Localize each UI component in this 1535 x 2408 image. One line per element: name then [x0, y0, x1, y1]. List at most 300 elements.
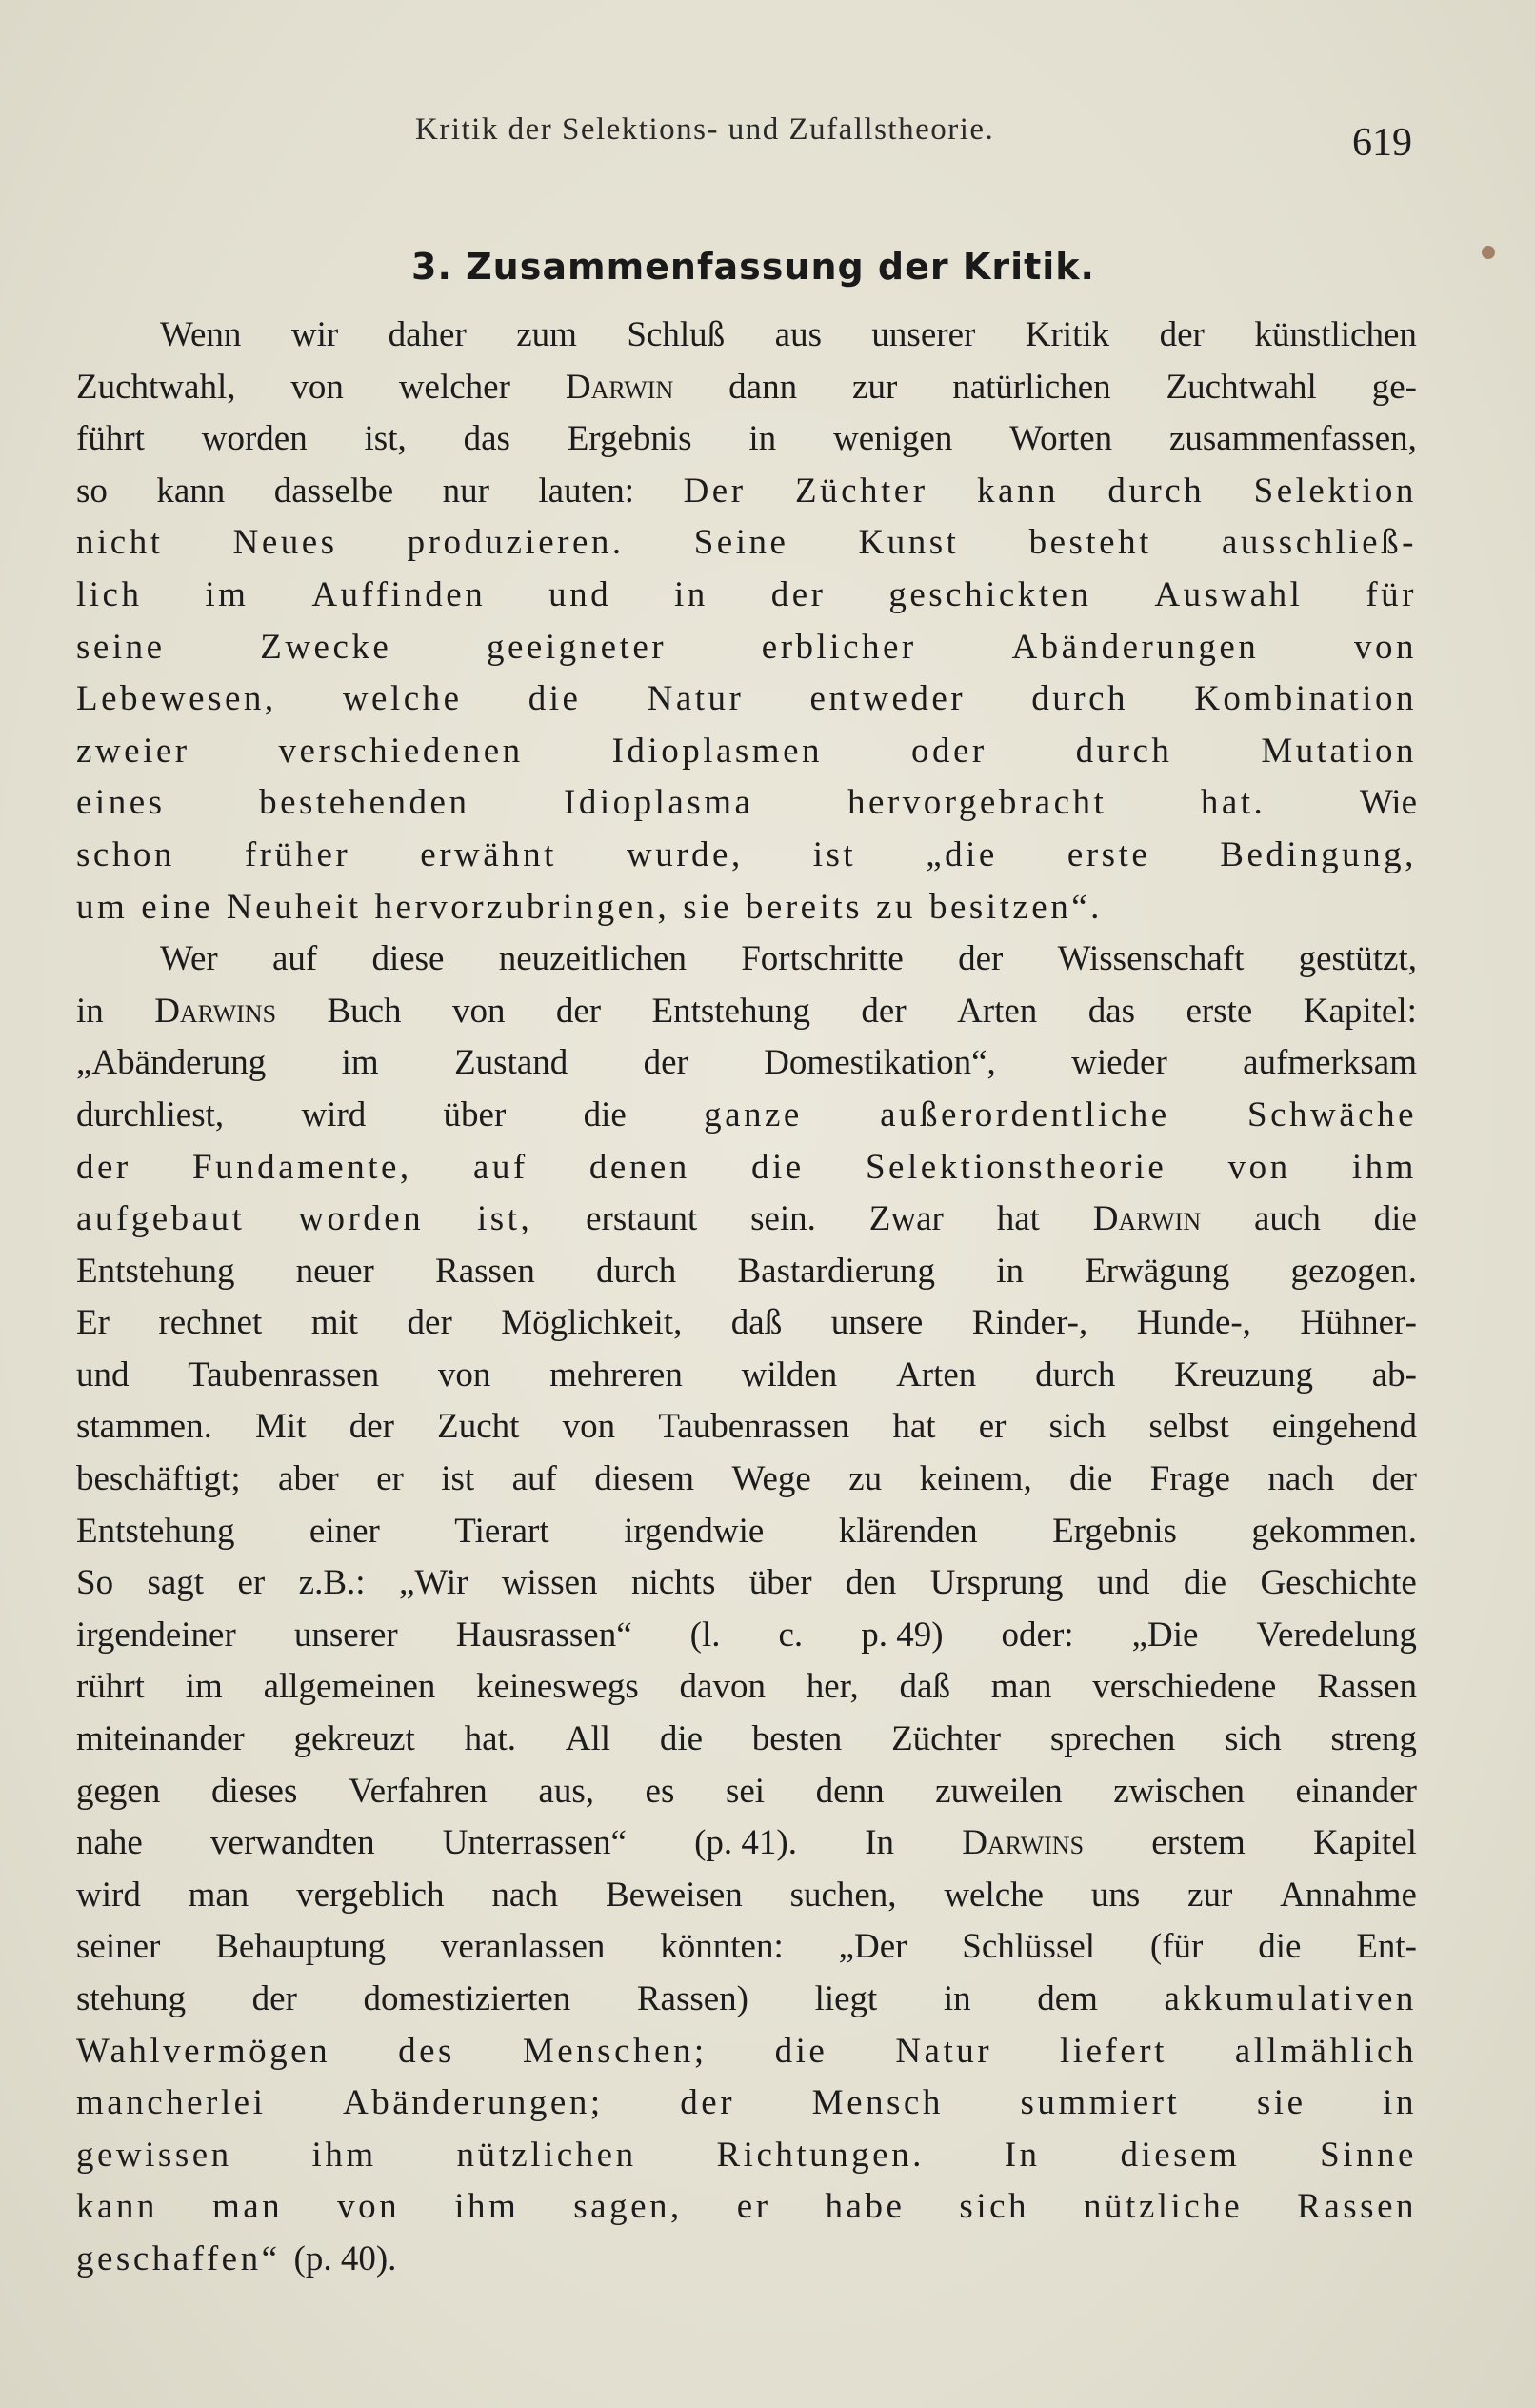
word: könnten:: [660, 1927, 784, 1967]
word: Zuchtwahl: [1166, 367, 1317, 407]
word: Kombination: [1194, 679, 1417, 719]
word: besten: [751, 1719, 843, 1759]
word: Zuchtwahl,: [76, 367, 236, 407]
text-line: [76, 517, 1417, 570]
word: hervorzubringen,: [374, 887, 670, 927]
word: in: [748, 419, 777, 459]
word: Kunst: [858, 523, 960, 563]
word: neuzeitlichen: [498, 939, 687, 979]
word: Zwecke: [260, 627, 392, 667]
word: diesem: [594, 1459, 695, 1499]
word: dann: [728, 367, 798, 407]
word: Schluß: [627, 315, 726, 354]
word: keineswegs: [476, 1667, 639, 1707]
word: einer: [309, 1511, 380, 1551]
word: Wer: [160, 939, 218, 979]
word: besitzen“.: [928, 887, 1103, 927]
word: man: [188, 1875, 249, 1915]
word: und: [76, 1354, 130, 1395]
word: Ursprung: [929, 1563, 1064, 1603]
word: ab-: [1371, 1354, 1417, 1395]
word: gestützt,: [1298, 939, 1417, 979]
word: aufmerksam: [1243, 1043, 1417, 1083]
word: daß: [730, 1303, 783, 1343]
running-head: Kritik der Selektions- und Zufallstheorie.: [415, 112, 995, 147]
word: Behauptung: [215, 1927, 386, 1967]
word: er: [978, 1407, 1007, 1447]
word: sich: [1225, 1719, 1282, 1759]
word: diese: [371, 939, 445, 979]
word: Hausrassen“: [455, 1615, 632, 1655]
word: kann: [977, 471, 1059, 511]
word: Zucht: [437, 1407, 520, 1447]
word: domestizierten: [363, 1979, 571, 2018]
word: uns: [1090, 1875, 1141, 1915]
word: Domestikation“,: [764, 1043, 996, 1083]
word: verwandten: [210, 1823, 375, 1863]
word: der: [76, 1147, 131, 1187]
word: Ent-: [1356, 1927, 1417, 1967]
word: der: [643, 1043, 688, 1083]
word: Ergebnis: [567, 419, 692, 459]
word: durch: [1075, 731, 1173, 771]
word: erwähnt: [420, 834, 557, 874]
text-line: [76, 2026, 1417, 2078]
word: Idioplasma: [564, 783, 754, 823]
word: lich: [76, 574, 143, 614]
word: worden: [201, 419, 308, 459]
word: es: [645, 1771, 675, 1811]
text-line: [76, 673, 1417, 726]
word: ganze: [704, 1094, 803, 1134]
word: aus: [774, 315, 822, 354]
word: All: [565, 1719, 611, 1759]
word: (l.: [689, 1615, 721, 1655]
word: allmählich: [1234, 2031, 1417, 2071]
word: im: [185, 1667, 223, 1707]
text-line: [76, 362, 1417, 414]
word: mancherlei: [76, 2083, 267, 2123]
word: „Wir: [398, 1563, 468, 1603]
word: Hunde-,: [1136, 1303, 1251, 1343]
word: Möglichkeit,: [501, 1303, 683, 1343]
text-line: [76, 2234, 1417, 2286]
word: durch: [1035, 1354, 1116, 1395]
word: welche: [944, 1875, 1045, 1915]
word: Wahlvermögen: [76, 2031, 331, 2071]
word: Bastardierung: [737, 1251, 936, 1291]
word: verschiedenen: [278, 731, 524, 771]
word: Er: [76, 1303, 110, 1343]
text-line: [76, 1661, 1417, 1714]
text-line: [76, 1401, 1417, 1454]
word: die: [659, 1719, 704, 1759]
word: Entstehung: [76, 1251, 235, 1291]
word: denen: [588, 1147, 690, 1187]
word: hat: [996, 1199, 1040, 1239]
word: oder: [910, 731, 987, 771]
word: „die: [926, 834, 998, 874]
word: gezogen.: [1290, 1251, 1417, 1291]
word: Taubenrassen: [188, 1354, 380, 1395]
word: Entstehung: [651, 991, 810, 1031]
word: man: [990, 1667, 1052, 1707]
section-title: 3. Zusammenfassung der Kritik.: [411, 246, 1095, 288]
text-line: [76, 2181, 1417, 2234]
text-line: [76, 310, 1417, 362]
word: er: [376, 1459, 404, 1499]
word: gewissen: [76, 2135, 232, 2175]
word: Züchter: [891, 1719, 1002, 1759]
text-line: [76, 570, 1417, 622]
word: zur: [1187, 1875, 1233, 1915]
word: Fundamente,: [192, 1147, 412, 1187]
word: ist: [441, 1459, 475, 1499]
text-line: [76, 882, 1417, 934]
word: der: [407, 1303, 452, 1343]
word: Schwäche: [1247, 1094, 1417, 1134]
word: sagt: [147, 1563, 205, 1603]
word: erstaunt: [586, 1199, 698, 1239]
word: die: [751, 1147, 805, 1187]
word: aber: [278, 1459, 339, 1499]
word: Rassen: [1297, 2187, 1417, 2227]
word: Kritik: [1025, 315, 1110, 354]
word: seine: [76, 627, 166, 667]
word: stehung: [76, 1979, 187, 2018]
text-line: [76, 1506, 1417, 1558]
word: Abänderungen: [1011, 627, 1260, 667]
word: Natur: [647, 679, 745, 719]
word: miteinander: [76, 1719, 245, 1759]
word: diesem: [1120, 2135, 1241, 2175]
word: von: [290, 367, 344, 407]
word: denn: [815, 1771, 885, 1811]
word: wir: [290, 315, 339, 354]
word: Fortschritte: [741, 939, 904, 979]
word: hat.: [464, 1719, 517, 1759]
word: habe: [825, 2187, 906, 2227]
word: seiner: [76, 1927, 161, 1967]
word: nur: [442, 471, 489, 511]
word: lauten:: [538, 471, 635, 511]
word: erste: [1067, 834, 1151, 874]
word: die: [1258, 1927, 1302, 1967]
ink-spot: [1482, 246, 1495, 259]
word: Wie: [1359, 783, 1417, 823]
text-line: [76, 466, 1417, 518]
author-name: Darwin: [1092, 1199, 1202, 1239]
word: „Abänderung: [76, 1043, 267, 1083]
text-line: [76, 1974, 1417, 2026]
word: worden: [298, 1199, 425, 1239]
word: Wege: [731, 1459, 811, 1499]
word: erste: [1186, 991, 1253, 1031]
word: von: [437, 1354, 491, 1395]
word: hat.: [1200, 783, 1266, 823]
word: Abänderungen;: [343, 2083, 604, 2123]
word: besteht: [1028, 523, 1152, 563]
word: in: [996, 1251, 1024, 1291]
word: Taubenrassen: [658, 1407, 850, 1447]
word: wenigen: [832, 419, 953, 459]
word: Rassen: [435, 1251, 535, 1291]
word: zwischen: [1113, 1771, 1245, 1811]
word: zur: [852, 367, 898, 407]
text-line: [76, 1921, 1417, 1974]
word: eingehend: [1271, 1407, 1417, 1447]
text-line: [76, 2077, 1417, 2130]
word: welche: [342, 679, 463, 719]
word: vergeblich: [296, 1875, 445, 1915]
word: Rinder-,: [971, 1303, 1088, 1343]
word: und: [1096, 1563, 1150, 1603]
word: Natur: [895, 2031, 993, 2071]
word: und: [548, 574, 612, 614]
word: Zustand: [454, 1043, 568, 1083]
word: ist: [812, 834, 857, 874]
word: der: [1371, 1459, 1417, 1499]
word: Neues: [232, 523, 338, 563]
word: natürlichen: [952, 367, 1111, 407]
page-number: 619: [1352, 121, 1412, 165]
word: selbst: [1148, 1407, 1229, 1447]
text-line: [76, 986, 1417, 1038]
word: sein.: [750, 1199, 816, 1239]
word: erblicher: [761, 627, 917, 667]
text-line: [76, 1870, 1417, 1922]
word: kann: [76, 2187, 158, 2227]
text-line: [76, 413, 1417, 466]
word: In: [1004, 2135, 1041, 2175]
word: Veredelung: [1256, 1615, 1417, 1655]
word: rechnet: [158, 1303, 263, 1343]
text-line: [76, 830, 1417, 882]
word: man: [211, 2187, 284, 2227]
word: (p. 40).: [293, 2238, 397, 2278]
text-line: [76, 622, 1417, 674]
word: wird: [301, 1094, 367, 1134]
author-name: Darwin: [565, 367, 674, 407]
word: Kapitel: [1313, 1823, 1417, 1863]
word: c.: [778, 1615, 804, 1655]
word: Mutation: [1261, 731, 1417, 771]
word: geeigneter: [487, 627, 668, 667]
word: den: [845, 1563, 897, 1603]
word: in: [76, 991, 104, 1031]
text-line: [76, 1142, 1417, 1194]
word: Geschichte: [1260, 1563, 1417, 1603]
word: hervorgebracht: [847, 783, 1107, 823]
word: geschickten: [888, 574, 1092, 614]
word: davon: [679, 1667, 766, 1707]
word: ihm: [1351, 1147, 1417, 1187]
word: der: [958, 939, 1004, 979]
word: p. 49): [861, 1615, 944, 1655]
word: Arten: [957, 991, 1038, 1031]
word: sprechen: [1049, 1719, 1176, 1759]
word: nichts: [630, 1563, 716, 1603]
word: führt: [76, 419, 145, 459]
word: zuweilen: [935, 1771, 1063, 1811]
word: gekommen.: [1251, 1511, 1417, 1551]
text-line: [76, 726, 1417, 778]
text-line: [76, 1714, 1417, 1766]
word: geschaffen“: [76, 2238, 281, 2278]
word: Auffinden: [311, 574, 487, 614]
word: erstem: [1151, 1823, 1246, 1863]
word: Neuheit: [226, 887, 362, 927]
word: über: [748, 1563, 812, 1603]
word: durch: [1031, 679, 1129, 719]
word: z.B.:: [298, 1563, 366, 1603]
word: ist,: [477, 1199, 533, 1239]
word: unserer: [871, 315, 976, 354]
word: Annahme: [1280, 1875, 1417, 1915]
word: wissen: [501, 1563, 598, 1603]
word: In: [865, 1823, 895, 1863]
word: (p. 41).: [694, 1823, 798, 1863]
word: dem: [1037, 1979, 1098, 2018]
word: ihm: [454, 2187, 520, 2227]
word: zu: [876, 887, 916, 927]
word: künstlichen: [1254, 315, 1417, 354]
word: von: [451, 991, 506, 1031]
word: wilden: [741, 1354, 838, 1395]
word: er: [736, 2187, 771, 2227]
word: durchliest,: [76, 1094, 225, 1134]
word: ist,: [364, 419, 407, 459]
word: durch: [596, 1251, 677, 1291]
word: Buch: [327, 991, 402, 1031]
word: akkumulativen: [1164, 1979, 1417, 2018]
word: beschäftigt;: [76, 1459, 241, 1499]
word: Erwägung: [1085, 1251, 1230, 1291]
word: der: [555, 991, 602, 1031]
word: entweder: [809, 679, 967, 719]
word: keinem,: [919, 1459, 1032, 1499]
word: außerordentliche: [880, 1094, 1170, 1134]
word: die: [1069, 1459, 1113, 1499]
word: Entstehung: [76, 1511, 235, 1551]
word: zum: [516, 315, 577, 354]
word: liefert: [1060, 2031, 1167, 2071]
word: unsere: [830, 1303, 924, 1343]
word: ihm: [311, 2135, 377, 2175]
word: der: [1159, 315, 1205, 354]
word: hat: [892, 1407, 936, 1447]
word: von: [1227, 1147, 1291, 1187]
word: bestehenden: [259, 783, 470, 823]
word: Richtungen.: [716, 2135, 925, 2175]
word: oder:: [1001, 1615, 1074, 1655]
word: Sinne: [1320, 2135, 1417, 2175]
word: im: [205, 574, 249, 614]
word: Verfahren: [348, 1771, 488, 1811]
text-line: [76, 1246, 1417, 1298]
word: Idioplasmen: [611, 731, 823, 771]
word: summiert: [1020, 2083, 1181, 2123]
word: nicht: [76, 523, 164, 563]
word: Rassen): [636, 1979, 749, 2018]
word: von: [562, 1407, 616, 1447]
word: neuer: [295, 1251, 374, 1291]
word: für: [1366, 574, 1417, 614]
body-text: [76, 310, 1417, 2286]
word: dasselbe: [273, 471, 394, 511]
word: die: [774, 2031, 828, 2071]
author-name: Darwins: [962, 1823, 1085, 1863]
text-line: [76, 1037, 1417, 1090]
word: der: [861, 991, 907, 1031]
word: ausschließ-: [1221, 523, 1417, 563]
text-line: [76, 1454, 1417, 1506]
word: So: [76, 1563, 114, 1603]
word: Mit: [255, 1407, 307, 1447]
word: das: [463, 419, 510, 459]
word: liegt: [814, 1979, 878, 2018]
word: der: [770, 574, 827, 614]
word: Hühner-: [1300, 1303, 1417, 1343]
word: „Die: [1131, 1615, 1199, 1655]
text-line: [76, 1350, 1417, 1402]
word: daher: [388, 315, 467, 354]
word: auf: [271, 939, 318, 979]
word: nützliche: [1084, 2187, 1244, 2227]
word: Menschen;: [522, 2031, 708, 2071]
word: Selektion: [1253, 471, 1417, 511]
word: so: [76, 471, 108, 511]
word: sie: [683, 887, 732, 927]
text-line: [76, 1766, 1417, 1818]
word: zweier: [76, 731, 190, 771]
word: von: [337, 2187, 401, 2227]
word: eine: [141, 887, 213, 927]
word: her,: [806, 1667, 859, 1707]
word: Unterrassen“: [442, 1823, 627, 1863]
word: allgemeinen: [263, 1667, 436, 1707]
word: Rassen: [1317, 1667, 1417, 1707]
word: der: [680, 2083, 736, 2123]
word: „Der: [838, 1927, 907, 1967]
word: durch: [1107, 471, 1206, 511]
word: gegen: [76, 1771, 161, 1811]
word: Der: [683, 471, 747, 511]
word: Frage: [1149, 1459, 1230, 1499]
word: nahe: [76, 1823, 143, 1863]
word: eines: [76, 783, 166, 823]
word: suchen,: [789, 1875, 897, 1915]
word: mit: [310, 1303, 359, 1343]
word: schon: [76, 834, 175, 874]
word: irgendeiner: [76, 1615, 236, 1655]
word: auf: [472, 1147, 528, 1187]
word: sich: [1048, 1407, 1106, 1447]
word: Worten: [1009, 419, 1113, 459]
word: Mensch: [811, 2083, 944, 2123]
word: der: [251, 1979, 297, 2018]
word: sie: [1256, 2083, 1306, 2123]
word: einander: [1295, 1771, 1417, 1811]
word: er: [237, 1563, 266, 1603]
word: daß: [899, 1667, 950, 1707]
word: die: [583, 1094, 627, 1134]
word: sich: [959, 2187, 1030, 2227]
word: zusammenfassen,: [1168, 419, 1417, 459]
word: früher: [244, 834, 351, 874]
word: streng: [1330, 1719, 1417, 1759]
text-line: [76, 1297, 1417, 1350]
